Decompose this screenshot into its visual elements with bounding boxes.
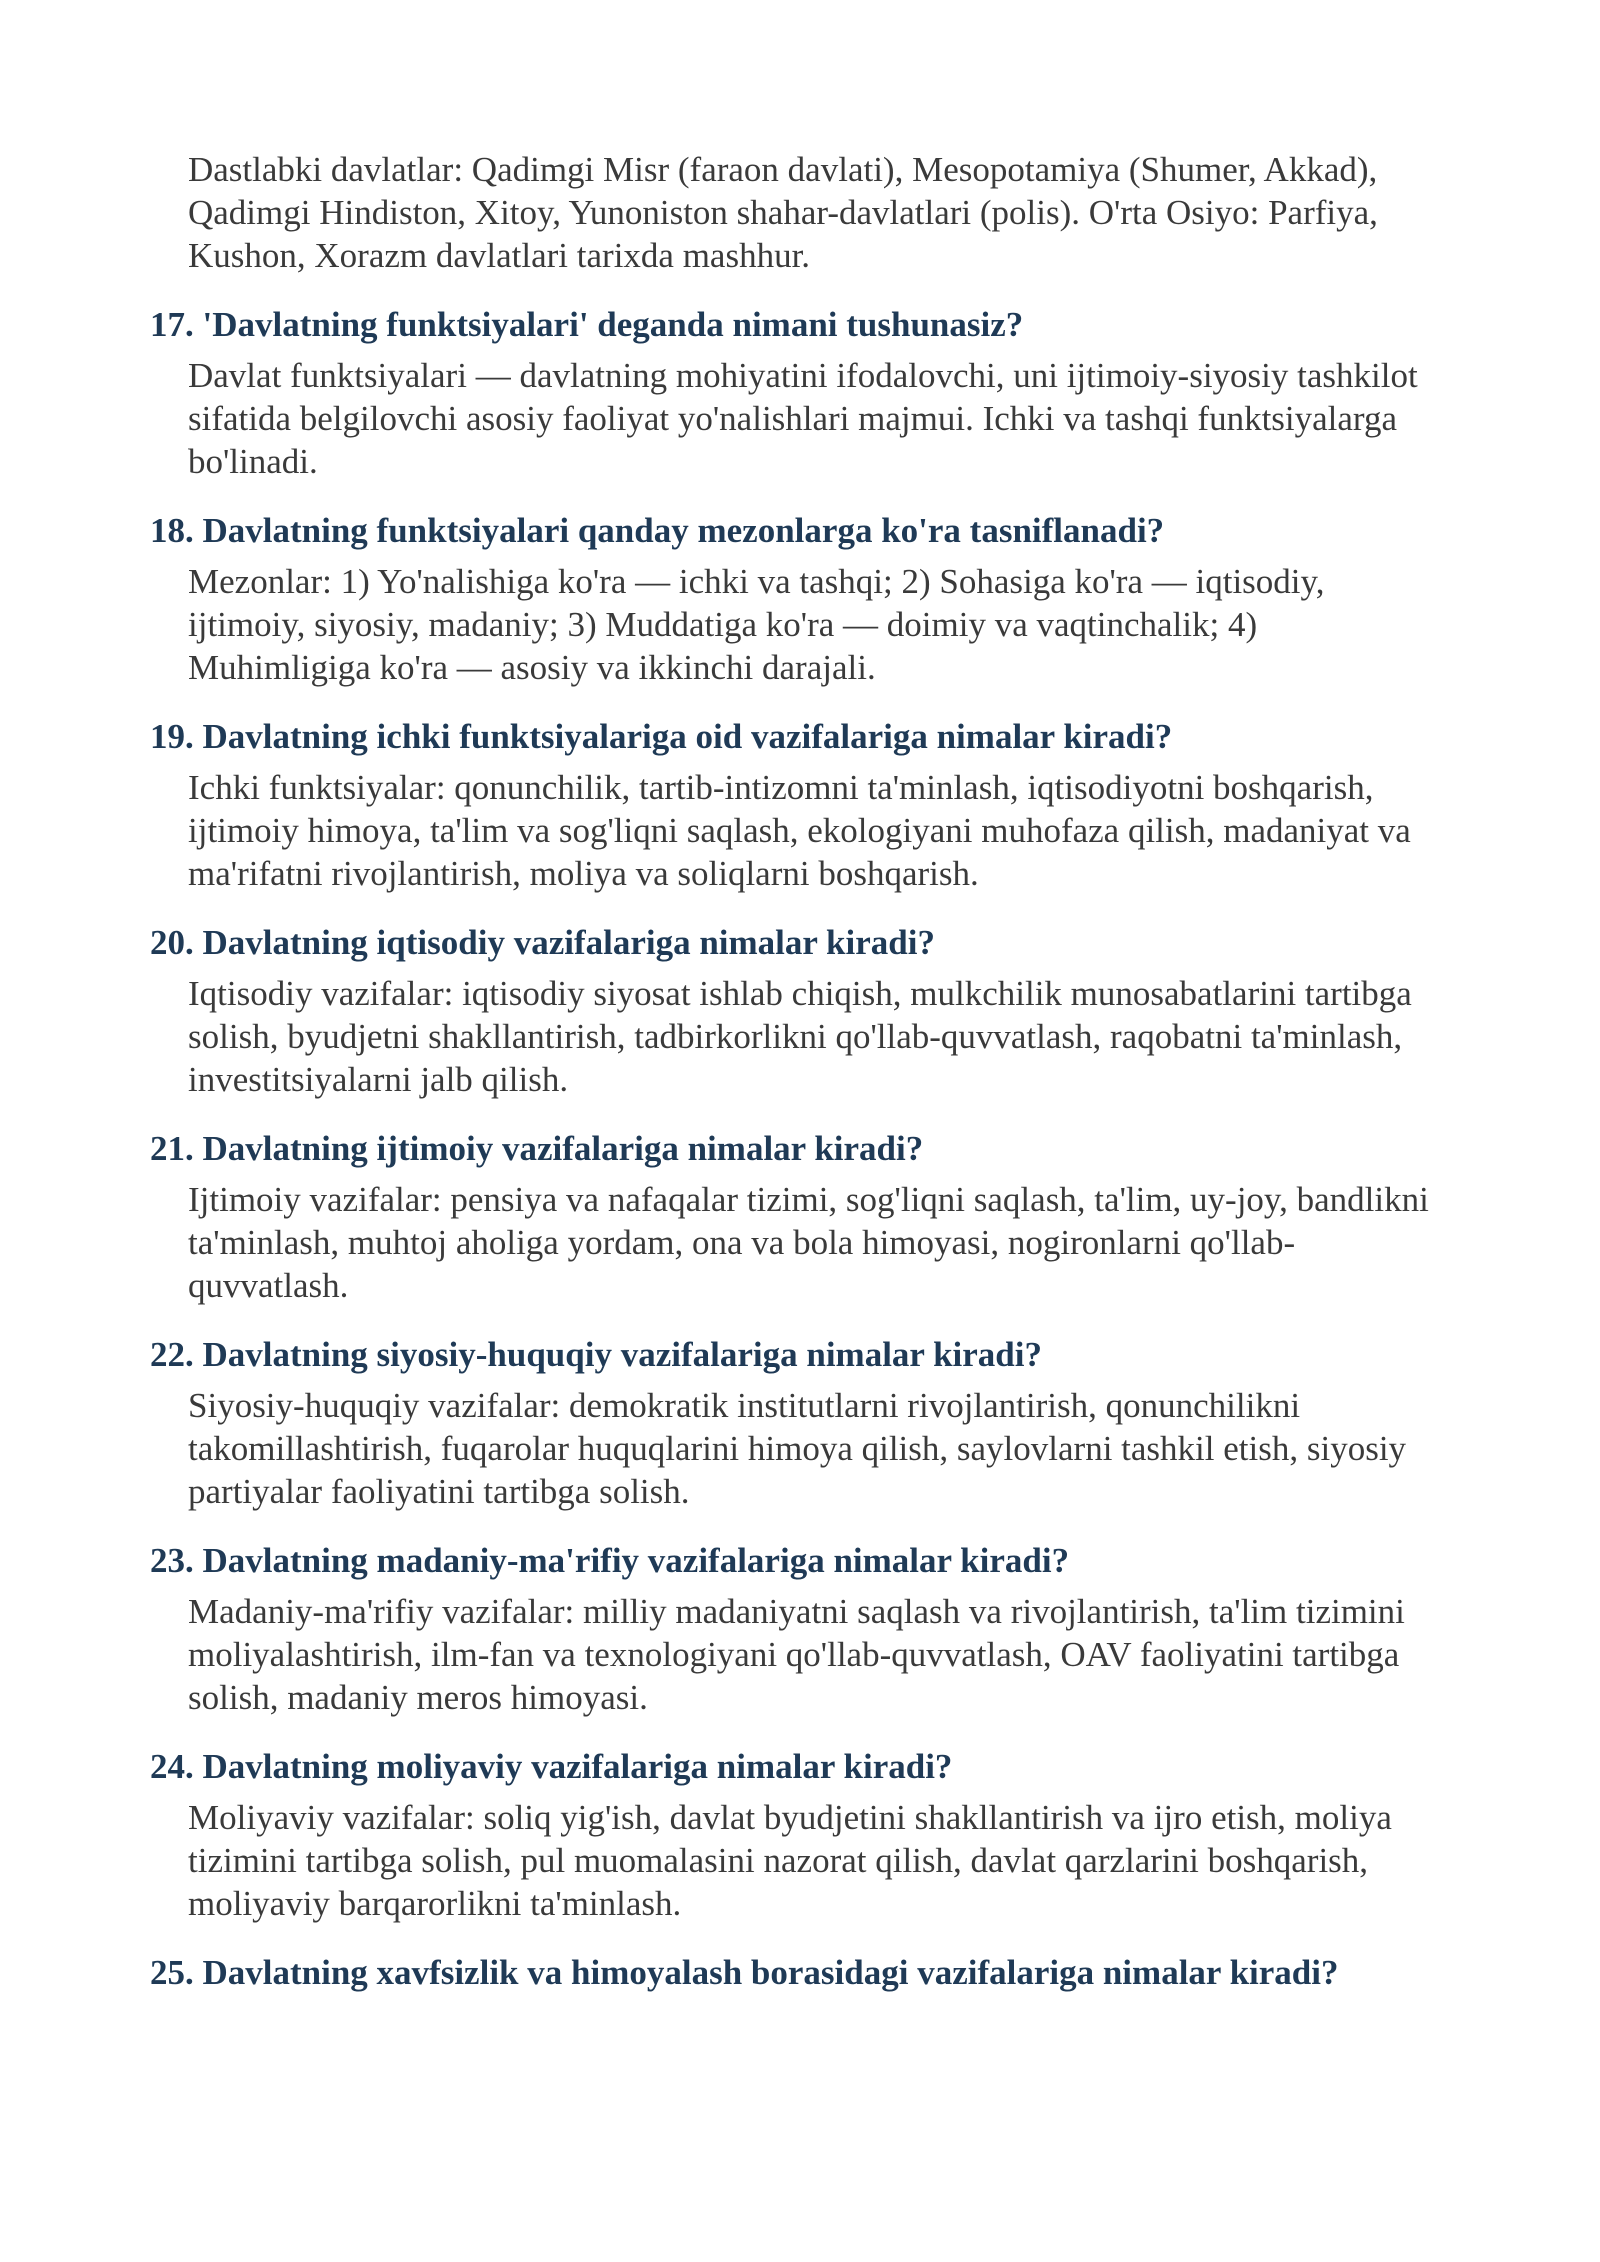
qa-item-22 — [150, 1333, 1450, 1513]
question-heading: 23. Davlatning madaniy-ma'rifiy vazifalariga nimalar kiradi? — [150, 1541, 1070, 1580]
answer-paragraph: Siyosiy-huquqiy vazifalar: demokratik institutlarni rivojlantirish, qonunchilikni takomillashtirish, fuqarolar huquqlarini himoya qilish, saylovlarni tashkil etish, siyosiy partiyalar faoliyatini tartibga solish. — [188, 1386, 1407, 1511]
question-heading: 19. Davlatning ichki funktsiyalariga oid vazifalariga nimalar kiradi? — [150, 717, 1173, 756]
qa-item-25 — [150, 1951, 1450, 1994]
qa-item-17 — [150, 303, 1450, 483]
qa-item-18 — [150, 509, 1450, 689]
question-heading: 22. Davlatning siyosiy-huquqiy vazifalariga nimalar kiradi? — [150, 1335, 1042, 1374]
answer-paragraph: Iqtisodiy vazifalar: iqtisodiy siyosat ishlab chiqish, mulkchilik munosabatlarini tartibga solish, byudjetni shakllantirish, tadbirkorlikni qo'llab-quvvatlash, raqobatni ta'minlash, investitsiyalarni jalb qilish. — [188, 974, 1412, 1099]
answer-paragraph: Moliyaviy vazifalar: soliq yig'ish, davlat byudjetini shakllantirish va ijro etish, moliya tizimini tartibga solish, pul muomalasini nazorat qilish, davlat qarzlarini boshqarish, moliyaviy barqarorlikni ta'minlash. — [188, 1798, 1392, 1923]
qa-item-19 — [150, 715, 1450, 895]
answer-paragraph: Davlat funktsiyalari — davlatning mohiyatini ifodalovchi, uni ijtimoiy-siyosiy tashkilot sifatida belgilovchi asosiy faoliyat yo'nalishlari majmui. Ichki va tashqi funktsiyalarga bo'linadi. — [188, 356, 1418, 481]
qa-item-20 — [150, 921, 1450, 1101]
question-heading: 21. Davlatning ijtimoiy vazifalariga nimalar kiradi? — [150, 1129, 924, 1168]
qa-item-24 — [150, 1745, 1450, 1925]
question-heading: 20. Davlatning iqtisodiy vazifalariga nimalar kiradi? — [150, 923, 935, 962]
intro-paragraph: Dastlabki davlatlar: Qadimgi Misr (faraon davlati), Mesopotamiya (Shumer, Akkad), Qadimgi Hindiston, Xitoy, Yunoniston shahar-davlatlari (polis). O'rta Osiyo: Parfiya, Kushon, Xorazm davlatlari tarixda mashhur. — [188, 150, 1378, 275]
answer-paragraph: Ijtimoiy vazifalar: pensiya va nafaqalar tizimi, sog'liqni saqlash, ta'lim, uy-joy, bandlikni ta'minlash, muhtoj aholiga yordam, ona va bola himoyasi, nogironlarni qo'llab-quvvatlash. — [188, 1180, 1429, 1305]
question-heading: 25. Davlatning xavfsizlik va himoyalash borasidagi vazifalariga nimalar kiradi? — [150, 1953, 1339, 1992]
question-heading: 17. 'Davlatning funktsiyalari' deganda nimani tushunasiz? — [150, 305, 1024, 344]
qa-item-21 — [150, 1127, 1450, 1307]
question-heading: 24. Davlatning moliyaviy vazifalariga nimalar kiradi? — [150, 1747, 953, 1786]
question-heading: 18. Davlatning funktsiyalari qanday mezonlarga ko'ra tasniflanadi? — [150, 511, 1165, 550]
answer-paragraph: Ichki funktsiyalar: qonunchilik, tartib-intizomni ta'minlash, iqtisodiyotni boshqarish, ijtimoiy himoya, ta'lim va sog'liqni saqlash, ekologiyani muhofaza qilish, madaniyat va ma'rifatni rivojlantirish, moliya va soliqlarni boshqarish. — [188, 768, 1411, 893]
answer-paragraph: Mezonlar: 1) Yo'nalishiga ko'ra — ichki va tashqi; 2) Sohasiga ko'ra — iqtisodiy, ijtimoiy, siyosiy, madaniy; 3) Muddatiga ko'ra — doimiy va vaqtinchalik; 4) Muhimligiga ko'ra — asosiy va ikkinchi darajali. — [188, 562, 1325, 687]
qa-item-23 — [150, 1539, 1450, 1719]
answer-paragraph: Madaniy-ma'rifiy vazifalar: milliy madaniyatni saqlash va rivojlantirish, ta'lim tizimini moliyalashtirish, ilm-fan va texnologiyani qo'llab-quvvatlash, OAV faoliyatini tartibga solish, madaniy meros himoyasi. — [188, 1592, 1405, 1717]
